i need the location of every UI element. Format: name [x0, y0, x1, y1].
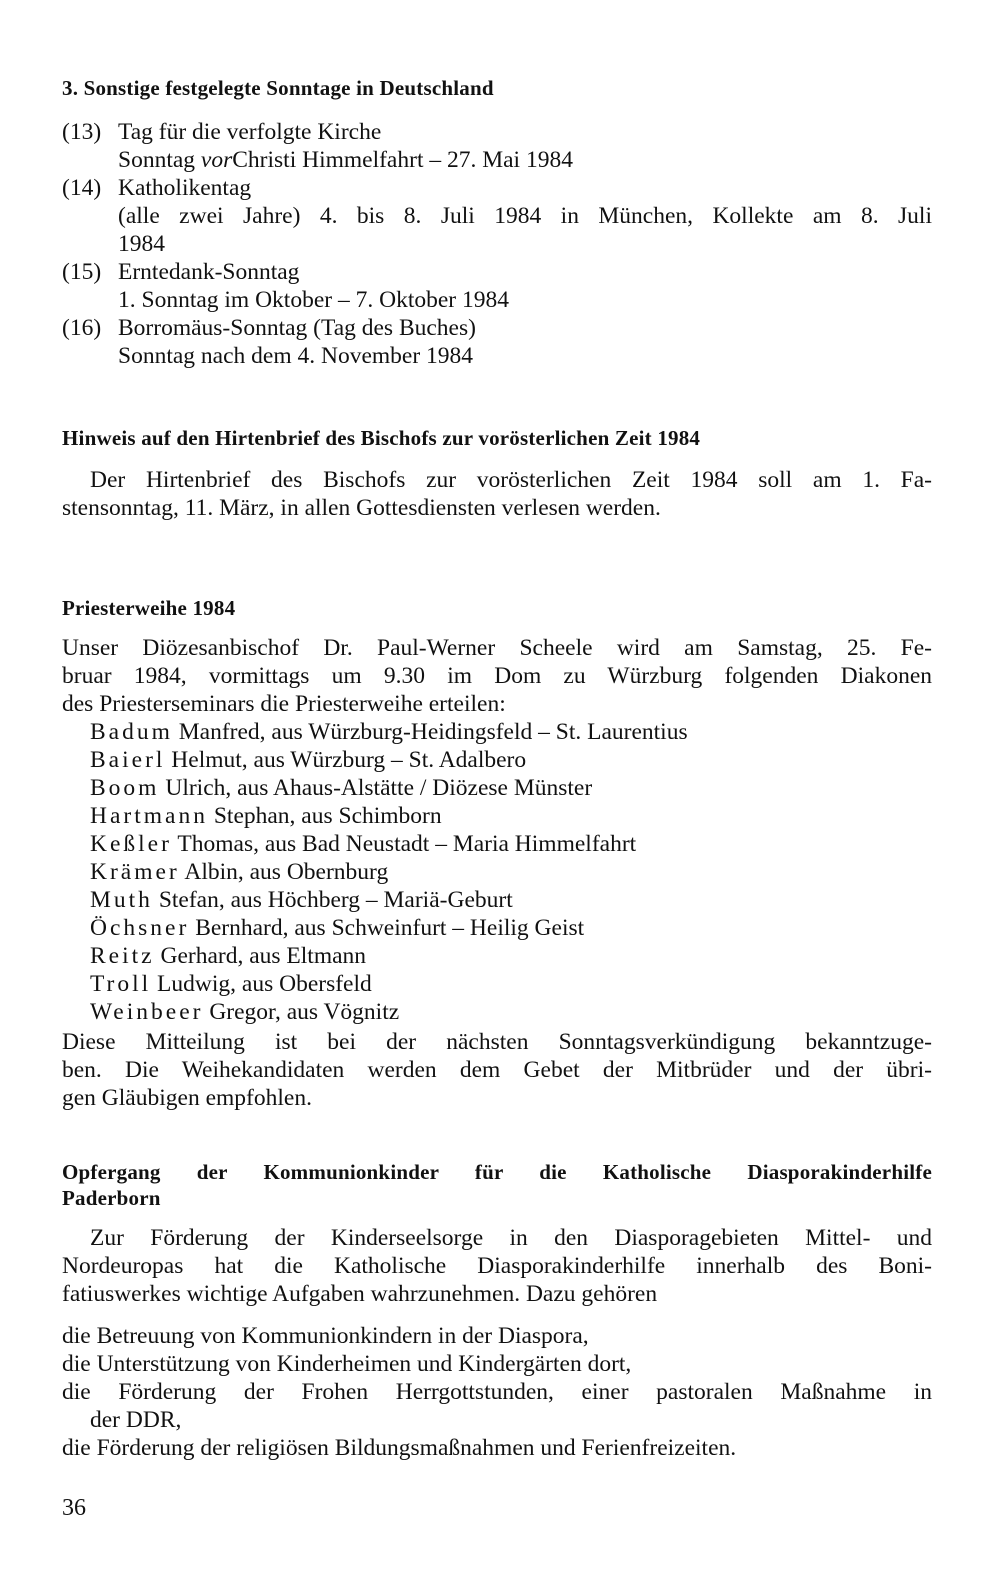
candidate-surname: Boom	[90, 775, 160, 801]
priesterweihe-heading: Priesterweihe 1984	[62, 596, 236, 620]
candidate-row	[90, 970, 372, 998]
candidate-surname: Weinbeer	[90, 999, 204, 1025]
candidate-details: Thomas, aus Bad Neustadt – Maria Himmelfahrt	[171, 831, 637, 857]
list-item-15	[62, 258, 299, 286]
list-item: die Betreuung von Kommunionkindern in der Diaspora,	[62, 1323, 589, 1349]
candidate-row	[90, 942, 366, 970]
priesterweihe-outro-line3: gen Gläubigen empfohlen.	[62, 1085, 312, 1111]
item-14-detail-line2: 1984	[118, 231, 165, 257]
candidate-details: Helmut, aus Würzburg – St. Adalbero	[165, 747, 527, 773]
candidate-details: Gerhard, aus Eltmann	[154, 943, 367, 969]
opfergang-para-line3: fatiuswerkes wichtige Aufgaben wahrzunehmen. Dazu gehören	[62, 1281, 658, 1307]
candidate-surname: Reitz	[90, 943, 155, 969]
candidate-surname: Krämer	[90, 859, 180, 885]
list-item-14	[62, 174, 251, 202]
candidate-surname: Hartmann	[90, 803, 208, 829]
hirtenbrief-line2: stensonntag, 11. März, in allen Gottesdiensten verlesen werden.	[62, 495, 661, 521]
detail-emphasis: vor	[200, 147, 233, 173]
item-16-detail: Sonntag nach dem 4. November 1984	[118, 343, 474, 369]
candidate-details: Bernhard, aus Schweinfurt – Heilig Geist	[189, 915, 585, 941]
list-item: die Förderung der religiösen Bildungsmaßnahmen und Ferienfreizeiten.	[62, 1435, 737, 1461]
item-13-detail	[118, 146, 573, 174]
candidate-details: Ludwig, aus Obersfeld	[151, 971, 372, 997]
candidate-row	[90, 830, 636, 858]
item-title: Tag für die verfolgte Kirche	[118, 119, 382, 145]
item-number: (16)	[62, 315, 102, 341]
list-item-16	[62, 314, 476, 342]
candidate-row	[90, 998, 399, 1026]
candidate-details: Stefan, aus Höchberg – Mariä-Geburt	[152, 887, 513, 913]
candidate-details: Manfred, aus Würzburg-Heidingsfeld – St. Laurentius	[172, 719, 688, 745]
priesterweihe-intro-line1: Unser Diözesanbischof Dr. Paul-Werner Scheele wird am Samstag, 25. Fe-	[62, 635, 932, 661]
page-number: 36	[62, 1495, 86, 1521]
detail-text: Christi Himmelfahrt – 27. Mai 1984	[232, 147, 573, 173]
candidate-surname: Troll	[90, 971, 152, 997]
list-item: die Unterstützung von Kinderheimen und Kindergärten dort,	[62, 1351, 632, 1377]
opfergang-heading-line1: Opfergang der Kommunionkinder für die Katholische Diasporakinderhilfe	[62, 1160, 932, 1184]
candidate-row	[90, 858, 388, 886]
item-number: (15)	[62, 259, 102, 285]
item-number: (13)	[62, 119, 102, 145]
hirtenbrief-heading: Hinweis auf den Hirtenbrief des Bischofs zur vorösterlichen Zeit 1984	[62, 426, 701, 450]
priesterweihe-intro-line3: des Priesterseminars die Priesterweihe erteilen:	[62, 691, 506, 717]
candidate-details: Albin, aus Obernburg	[179, 859, 389, 885]
hirtenbrief-line1: Der Hirtenbrief des Bischofs zur vorösterlichen Zeit 1984 soll am 1. Fa-	[90, 467, 932, 493]
priesterweihe-outro-line1: Diese Mitteilung ist bei der nächsten Sonntagsverkündigung bekanntzuge-	[62, 1029, 932, 1055]
candidate-details: Gregor, aus Vögnitz	[203, 999, 400, 1025]
candidate-surname: Badum	[90, 719, 173, 745]
list-item-13	[62, 118, 381, 146]
list-item: die Förderung der Frohen Herrgottstunden, einer pastoralen Maßnahme in	[62, 1379, 932, 1405]
item-number: (14)	[62, 175, 102, 201]
candidate-details: Stephan, aus Schimborn	[207, 803, 442, 829]
candidate-row	[90, 886, 513, 914]
item-title: Borromäus-Sonntag (Tag des Buches)	[118, 315, 476, 341]
candidate-surname: Baierl	[90, 747, 166, 773]
list-item-continuation: der DDR,	[90, 1407, 182, 1433]
candidate-surname: Keßler	[90, 831, 172, 857]
opfergang-para-line1: Zur Förderung der Kinderseelsorge in den Diasporagebieten Mittel- und	[90, 1225, 932, 1251]
item-title: Katholikentag	[118, 175, 252, 201]
candidate-row	[90, 718, 688, 746]
opfergang-para-line2: Nordeuropas hat die Katholische Diasporakinderhilfe innerhalb des Boni-	[62, 1253, 932, 1279]
candidate-details: Ulrich, aus Ahaus-Alstätte / Diözese Münster	[159, 775, 593, 801]
item-15-detail: 1. Sonntag im Oktober – 7. Oktober 1984	[118, 287, 509, 313]
detail-text: Sonntag	[118, 147, 201, 173]
priesterweihe-intro-line2: bruar 1984, vormittags um 9.30 im Dom zu Würzburg folgenden Diakonen	[62, 663, 932, 689]
candidate-surname: Öchsner	[90, 915, 190, 941]
priesterweihe-outro-line2: ben. Die Weihekandidaten werden dem Gebet der Mitbrüder und der übri-	[62, 1057, 932, 1083]
candidate-row	[90, 774, 592, 802]
item-14-detail-line1: (alle zwei Jahre) 4. bis 8. Juli 1984 in München, Kollekte am 8. Juli	[118, 203, 932, 229]
candidate-surname: Muth	[90, 887, 153, 913]
opfergang-heading-line2: Paderborn	[62, 1186, 161, 1210]
candidate-row	[90, 802, 442, 830]
candidate-row	[90, 746, 526, 774]
section-3-heading: 3. Sonstige festgelegte Sonntage in Deutschland	[62, 76, 494, 100]
candidate-row	[90, 914, 584, 942]
item-title: Erntedank-Sonntag	[118, 259, 300, 285]
